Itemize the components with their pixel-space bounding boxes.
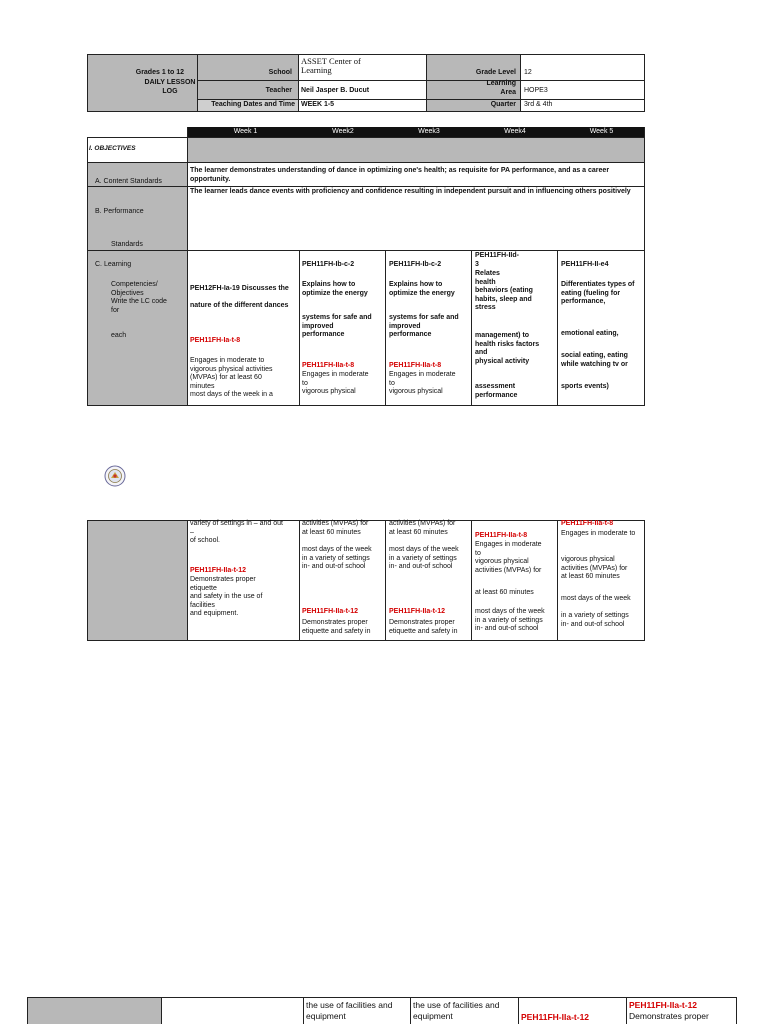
p2-w5-engages: Engages in moderate to bbox=[561, 530, 636, 537]
p2-w5-most-days: most days of the week bbox=[561, 595, 631, 602]
learning-label: C. Learning bbox=[95, 261, 132, 268]
w5-emotional: emotional eating, bbox=[561, 330, 619, 337]
p3-w2-use-facilities: the use of facilities and equipment bbox=[306, 1000, 393, 1021]
week-1-header: Week 1 bbox=[233, 128, 258, 135]
quarter-label: Quarter bbox=[490, 101, 516, 108]
school-value: ASSET Center of Learning bbox=[301, 56, 361, 75]
performance-label-2: Standards bbox=[111, 241, 143, 248]
p3-w4-code-red: PEH11FH-IIa-t-12 bbox=[521, 1012, 590, 1022]
teacher-label: Teacher bbox=[265, 87, 292, 94]
p2-w1-demonstrates: Demonstrates proper etiquette and safety in the use of facilities and equipment. bbox=[190, 576, 263, 617]
p2-w3-code-red: PEH11FH-IIa-t-12 bbox=[389, 608, 446, 615]
w5-social: social eating, eating while watching tv or bbox=[561, 352, 628, 368]
w2-code: PEH11FH-Ib-c-2 bbox=[302, 261, 355, 268]
each-label: each bbox=[111, 332, 127, 339]
w2-code-red: PEH11FH-IIa-t-8 bbox=[302, 362, 355, 369]
w5-differentiates: Differentiates types of eating (fueling for performance, bbox=[561, 281, 635, 305]
deped-seal-logo bbox=[104, 465, 126, 487]
p2-w2-code-red: PEH11FH-IIa-t-12 bbox=[302, 608, 359, 615]
grade-level-label: Grade Level bbox=[475, 69, 516, 76]
objectives-gray-band bbox=[187, 137, 645, 162]
p2-w3-most-days: most days of the week in a variety of settings in- and out-of school bbox=[389, 546, 459, 570]
p2-w3-demonstrates: Demonstrates proper etiquette and safety in bbox=[389, 619, 458, 635]
p2-w2-activities: activities (MVPAs) for at least 60 minutes bbox=[302, 520, 369, 536]
w1-code-red: PEH11FH-Ia-t-8 bbox=[190, 337, 241, 344]
week-5-header: Week 5 bbox=[589, 128, 614, 135]
w3-explains: Explains how to optimize the energy bbox=[389, 281, 455, 297]
p2-w3-activities: activities (MVPAs) for at least 60 minutes bbox=[389, 520, 456, 536]
dates-label: Teaching Dates and Time bbox=[211, 101, 295, 108]
dates-value: WEEK 1-5 bbox=[301, 101, 335, 108]
w1-competency: PEH12FH-Ia-19 Discusses the bbox=[190, 285, 289, 292]
w4-assessment: assessment performance bbox=[475, 383, 518, 399]
w3-code-red: PEH11FH-IIa-t-8 bbox=[389, 362, 442, 369]
school-label: School bbox=[268, 69, 292, 76]
w1-engages: Engages in moderate to vigorous physical activities (MVPAs) for at least 60 minutes most days of the week in a bbox=[190, 357, 273, 398]
performance-label: B. Performance bbox=[95, 208, 144, 215]
objectives-label: I. OBJECTIVES bbox=[89, 145, 136, 152]
log-label: DAILY LESSON LOG bbox=[144, 79, 196, 95]
p2-w4-code-red: PEH11FH-IIa-t-8 bbox=[475, 532, 528, 539]
w3-systems: systems for safe and improved performance bbox=[389, 314, 459, 338]
w4-management: management) to health risks factors and physical activity bbox=[475, 332, 540, 365]
w2-systems: systems for safe and improved performance bbox=[302, 314, 372, 338]
p2-w2-most-days: most days of the week in a variety of settings in- and out-of school bbox=[302, 546, 372, 570]
grade-level-value: 12 bbox=[524, 69, 532, 76]
w5-sports: sports events) bbox=[561, 383, 609, 390]
p2-w4-minutes: at least 60 minutes bbox=[475, 589, 534, 596]
quarter-value: 3rd & 4th bbox=[524, 101, 553, 108]
week-4-header: Week4 bbox=[504, 128, 526, 135]
w2-engages: Engages in moderate to vigorous physical bbox=[302, 371, 369, 395]
w2-explains: Explains how to optimize the energy bbox=[302, 281, 368, 297]
content-standards-label: A. Content Standards bbox=[95, 178, 162, 185]
w4-code: PEH11FH-IId- 3 bbox=[475, 252, 519, 268]
grades-label: Grades 1 to 12 bbox=[135, 69, 184, 76]
w1-competency-2: nature of the different dances bbox=[190, 302, 289, 309]
w4-relates: Relates health behaviors (eating habits, sleep and stress bbox=[475, 270, 533, 311]
week-2-header: Week2 bbox=[332, 128, 354, 135]
p2-w2-demonstrates: Demonstrates proper etiquette and safety in bbox=[302, 619, 371, 635]
p2-w1-code-red: PEH11FH-IIa-t-12 bbox=[190, 567, 247, 574]
p2-w4-most-days: most days of the week in a variety of settings in- and out-of school bbox=[475, 608, 545, 632]
p2-w4-engages: Engages in moderate to vigorous physical activities (MVPAs) for bbox=[475, 541, 542, 574]
learning-area-value: HOPE3 bbox=[524, 87, 548, 94]
week-3-header: Week3 bbox=[418, 128, 440, 135]
content-standards-text: The learner demonstrates understanding of dance in optimizing one's health; as requisite for PA performance, and as a career opportunity. bbox=[190, 167, 610, 183]
w3-engages: Engages in moderate to vigorous physical bbox=[389, 371, 456, 395]
teacher-value: Neil Jasper B. Ducut bbox=[301, 87, 370, 94]
p2-w5-vigorous: vigorous physical activities (MVPAs) for at least 60 minutes bbox=[561, 556, 628, 580]
p2-w5-variety: in a variety of settings in- and out-of school bbox=[561, 612, 629, 628]
p3-w5-demonstrates: Demonstrates proper bbox=[629, 1011, 709, 1021]
p3-w3-use-facilities: the use of facilities and equipment bbox=[413, 1000, 500, 1021]
w5-code: PEH11FH-II-e4 bbox=[561, 261, 609, 268]
competencies-label: Competencies/ Objectives Write the LC code for bbox=[111, 281, 167, 314]
performance-text: The learner leads dance events with proficiency and confidence resulting in independent pursuit and in influencing others positively bbox=[190, 188, 631, 195]
p3-w5-code-red: PEH11FH-IIa-t-12 bbox=[629, 1000, 698, 1010]
p2-w1-variety: variety of settings in – and out – of school. bbox=[190, 520, 283, 544]
w3-code: PEH11FH-Ib-c-2 bbox=[389, 261, 442, 268]
p2-w5-code-red: PEH11FH-IIa-t-8 bbox=[561, 520, 614, 527]
learning-area-label: Learning Area bbox=[486, 80, 516, 96]
